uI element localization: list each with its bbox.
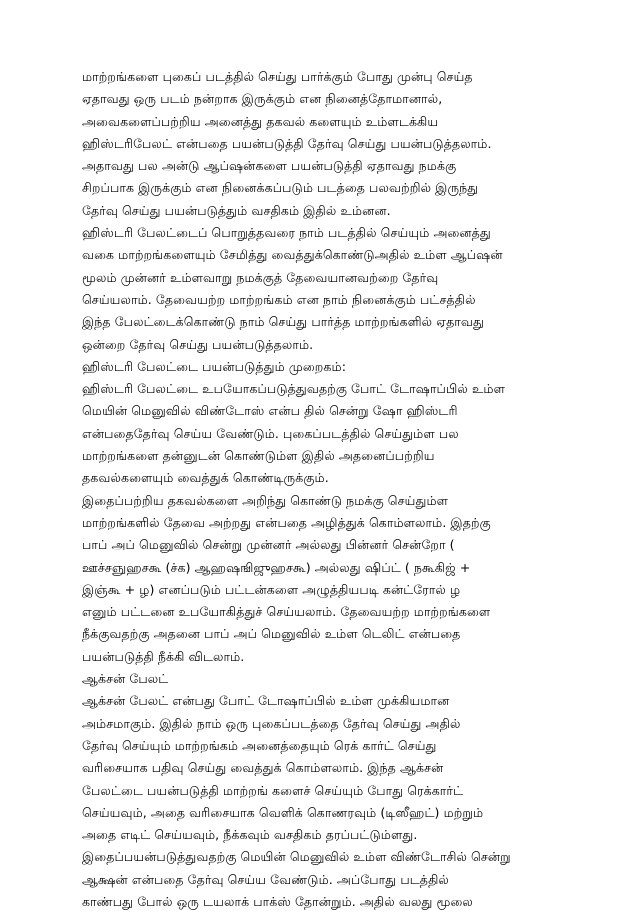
text-line: மாற்றங்களை புகைப் படத்தில் செய்து பார்க்கும் போது முன்பு செய்த <box>82 69 473 84</box>
text-line: ஒன்றை தேர்வு செய்து பயன்படுத்தலாம். <box>82 336 314 352</box>
text-line: செய்யவும், அதை வரிசையாக வெளிக் கொணரவும் (டிஸீஹட்) மற்றும் <box>82 804 484 820</box>
text-line: காண்பது போல் ஒரு டயலாக் பாக்ஸ் தோன்றும். அதில் வலது மூலை <box>82 893 473 909</box>
body-text <box>82 66 552 913</box>
text-line: செய்யலாம். தேவையற்ற மாற்றங்கம் என நாம் நினைக்கும் பட்சத்தில் <box>82 291 476 307</box>
text-line: தேர்வு செய்து பயன்படுத்தும் வசதிகம் இதில் உம்னன. <box>82 202 391 218</box>
text-line: அதாவது பல அன்டு ஆப்ஷன்களை பயன்படுத்தி ஏதாவது நமக்கு <box>82 158 457 174</box>
text-line: தேர்வு செய்யும் மாற்றங்கம் அனைத்தையும் ரெக் கார்ட் செய்து <box>82 737 437 753</box>
text-line: இதைப்பயன்படுத்துவதற்கு மெயின் மெனுவில் உம்ள விண்டோசில் சென்று <box>82 849 511 865</box>
text-line: ஆக்ஷன் என்பதை தேர்வு செய்ய வேண்டும். அப்போது படத்தில் <box>82 871 449 887</box>
text-line: பாப் அப் மெனுவில் சென்று முன்னர் அல்லது பின்னர் சென்றோ ( <box>82 537 455 553</box>
section-heading: ஹிஸ்டரி பேலட்டை பயன்படுத்தும் முறைகம்: <box>82 358 346 374</box>
text-line: வகை மாற்றங்களையும் சேமித்து வைத்துக்கொண்டுஅதில் உம்ள ஆப்ஷன் <box>82 247 503 263</box>
text-line: ஏதாவது ஒரு படம் நன்றாக இருக்கும் என நினைத்தோமானால், <box>82 91 443 107</box>
section-heading: ஆக்சன் பேலட் <box>82 671 169 687</box>
text-line: ஊச்சஞுஹசகூ (ச்க) ஆஹஷஙிஜுஹசகூ) அல்லது ஷிப்ட் ( நகூகிஜ் + <box>82 559 471 575</box>
text-line: மெயின் மெனுவில் விண்டோஸ் என்ப தில் சென்று ஷோ ஹிஸ்டரி <box>82 403 458 419</box>
text-line: அவைகளைப்பற்றிய அனைத்து தகவல் களையும் உம்ளடக்கிய <box>82 113 439 129</box>
text-line: பயன்படுத்தி நீக்கி விடலாம். <box>82 648 245 664</box>
text-line: அதை எடிட் செய்யவும், நீக்கவும் வசதிகம் தரப்பட்டும்ளது. <box>82 827 418 843</box>
text-line: ஹிஸ்டரிபேலட் என்பதை பயன்படுத்தி தேர்வு செய்து பயன்படுத்தலாம். <box>82 135 492 151</box>
text-line: தகவல்களையும் வைத்துக் கொண்டிருக்கும். <box>82 470 329 486</box>
text-line: சிறப்பாக இருக்கும் என நினைக்கப்படும் படத்தை பலவற்றில் இருந்து <box>82 180 479 196</box>
text-line: பேலட்டை பயன்படுத்தி மாற்றங் களைச் செய்யும் போது ரெக்கார்ட் <box>82 782 464 798</box>
text-line: ஹிஸ்டரி பேலட்டைப் பொறுத்தவரை நாம் படத்தில் செய்யும் அனைத்து <box>82 225 491 241</box>
text-line: ஆக்சன் பேலட் என்பது போட் டோஷாப்பில் உம்ள முக்கியமான <box>82 693 450 709</box>
text-line: வரிசையாக பதிவு செய்து வைத்துக் கொம்ளலாம். இந்த ஆக்சன் <box>82 760 444 776</box>
text-line: நீக்குவதற்கு அதனை பாப் அப் மெனுவில் உம்ள டெலிட் என்பதை <box>82 626 461 642</box>
text-line: மாற்றங்களில் தேவை அற்றது என்பதை அழித்துக் கொம்ளலாம். இதற்கு <box>82 514 491 530</box>
text-line: இஞ்கூ + ழ) எனப்படும் பட்டன்களை அழுத்தியபடி கன்ட்ரோல் ழ <box>82 581 461 597</box>
text-line: ஹிஸ்டரி பேலட்டை உபயோகப்படுத்துவதற்கு போட் டோஷாப்பில் உம்ள <box>82 381 506 397</box>
text-line: அம்சமாகும். இதில் நாம் ஒரு புகைப்படத்தை தேர்வு செய்து அதில் <box>82 715 461 731</box>
text-line: மாற்றங்களை தன்னுடன் கொண்டும்ள இதில் அதனைப்பற்றிய <box>82 448 435 464</box>
text-line: எனும் பட்டனை உபயோகித்துச் செய்யலாம். தேவையற்ற மாற்றங்களை <box>82 604 491 620</box>
text-line: என்பதைதேர்வு செய்ய வேண்டும். புகைப்படத்தில் செய்தும்ள பல <box>82 425 459 441</box>
text-line: இந்த பேலட்டைக்கொண்டு நாம் செய்து பார்த்த மாற்றங்களில் ஏதாவது <box>82 314 484 330</box>
text-line: இதைப்பற்றிய தகவல்களை அறிந்து கொண்டு நமக்கு செய்தும்ள <box>82 492 449 508</box>
text-line: மூலம் முன்னர் உம்ளவாறு நமக்குத் தேவையானவற்றை தேர்வு <box>82 269 439 285</box>
